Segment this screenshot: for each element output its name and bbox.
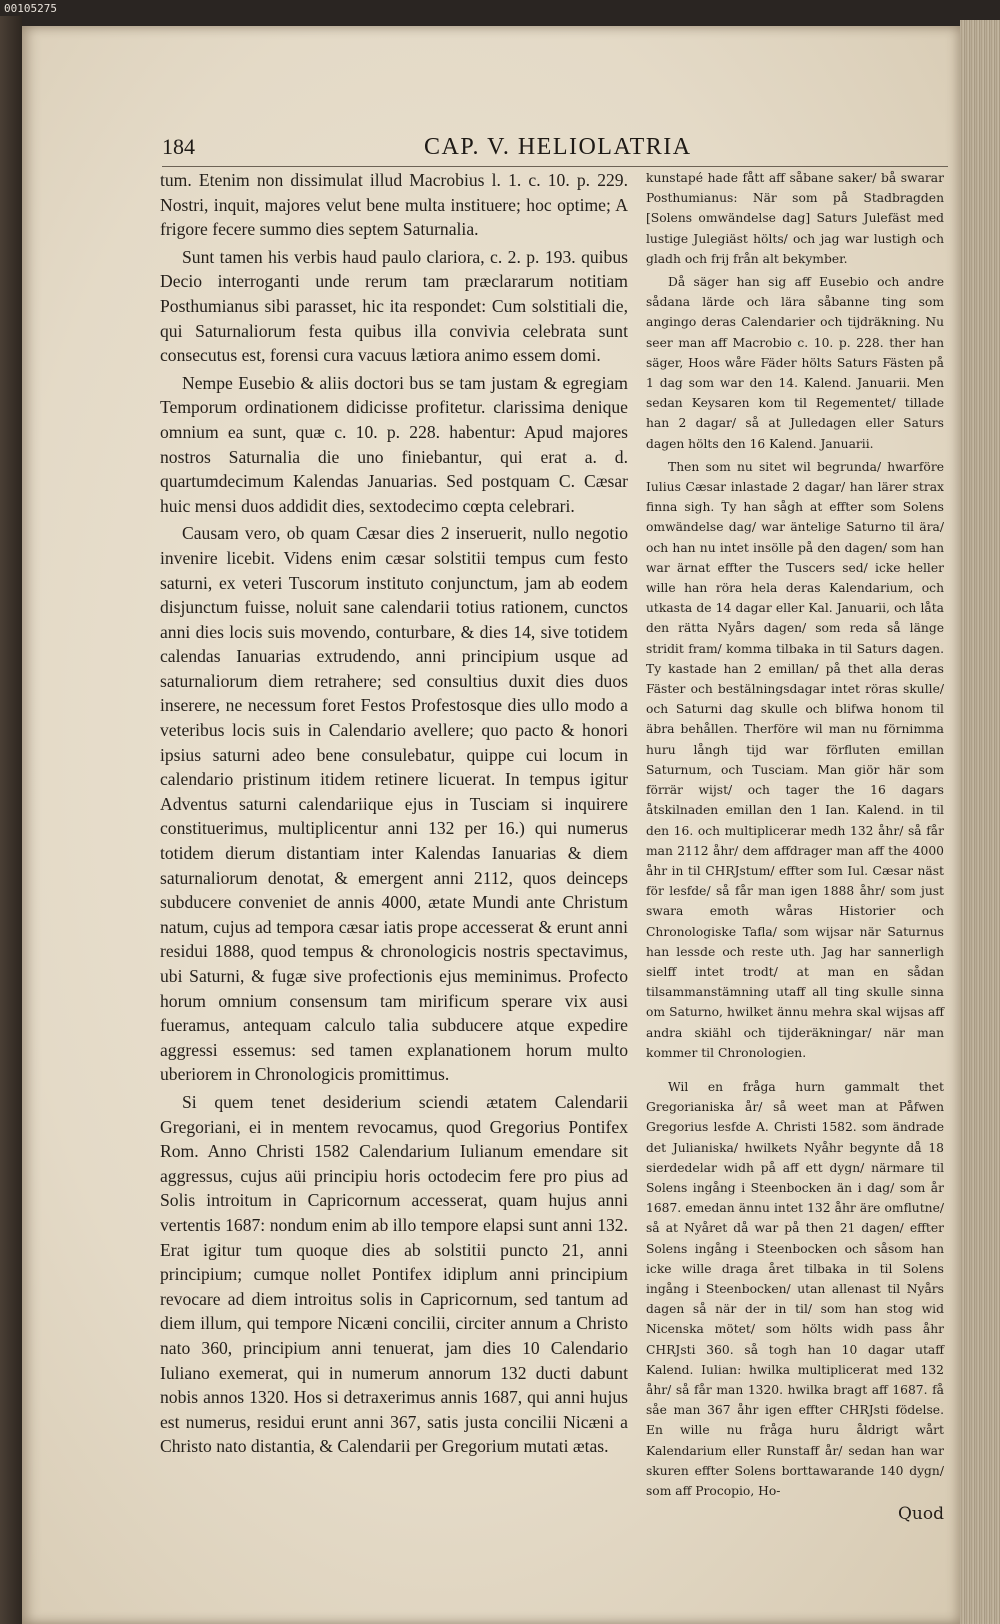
swedish-paragraph-3: Then som nu sitet wil begrunda/ hwarföre Iulius Cæsar inlastade 2 dagar/ han lärer strax finna sigh. Ty han sågh at effter som Solens omwändelse dag/ war äntelige Saturno til ära/ och han nu intet insölle på den dagen/ som han war ärnat effter the Tuscers sed/ icke heller wille han röra hela deras Kalendarium, och utkasta de 14 dagar eller Kal. Januarii, och låta den rätta Nyårs dagen/ som reda så länge stridit fram/ komma tilbaka in til Saturs dagen. Ty kastade han 2 emillan/ på thet alla deras Fäster och bestälningsdagar intet röras skulle/ och Saturni dag skulle och blifwa honom til äbra behållen. Therföre wil man nu förnimma huru långh tijd war förfluten emillan Saturnum, och Tusciam. Man giör här som förrär wijst/ och tager the 16 dagars åtskilnaden emillan den 1 Ian. Kalend. in til den 16. och multiplicerar medh 132 åhr/ så får man 2112 åhr/ dem affdrager man aff the 4000 åhr in til CHRJstum/ effter som Iul. Cæsar näst för lesfde/ så får man igen 1888 åhr/ som just swara emoth wåras Historier och Chronologiske Tafla/ som wijsar när Saturnus han lessde och reste uth. Jag har sannerligh sielff intet trodt/ at man en sådan tilsammanstämning utaff all ting skulle sinna om Saturno, hwilket ännu mehra skal wijsas aff andra skiähl och tijderäkningar/ när man kommer til Chronologien. — [646, 459, 944, 1060]
latin-column — [160, 168, 628, 1458]
header-rule — [162, 166, 948, 167]
book-spine — [0, 16, 22, 1624]
page-number: 184 — [162, 134, 195, 159]
running-head: CAP. V. HELIOLATRIA — [424, 134, 692, 160]
swedish-paragraph-2: Då säger han sig aff Eusebio och andre sådana lärde och lära såbanne ting som angingo deras Calendarier och tijdräkning. Nu seer man aff Macrobio c. 10. p. 228. ther han säger, Hoos wåre Fäder hölts Saturs Fästen på 1 dag som war den 14. Kalend. Januarii. Men sedan Keysaren kom til Regementet/ tillade han 2 dagar/ så at Julledagen eller Saturs dagen hölts den 16 Kalend. Januarii. — [646, 275, 944, 451]
latin-paragraph-4: Causam vero, ob quam Cæsar dies 2 inseruerit, nullo negotio invenire licebit. Videns enim cæsar solstitii tempus cum festo saturni, ex veteri Tuscorum instituto conjunctum, jam ab eodem disjunctum fuisse, noluit sane calendarii totius rationem, cunctos anni dies locis suis movendo, conturbare, & dies 14, sive totidem calendas Ianuarias extrudendo, anni principium usque ad saturnaliorum diem retrahere; sed consultius duxit dies duos inserere, ne necessum foret Festos Profestosque dies ullo modo a veteribus locis suis in Calendario avellere; quo pacto & honori ipsius saturni adeo bene consulebatur, quippe cui locum in calendario pristinum itidem retinere licuerat. In tempus igitur Adventus saturni calendariique ejus in Tusciam si inquirere constituerimus, multiplicentur anni 132 per 16.) qui numerus totidem dierum distantiam inter Kalendas Ianuarias & diem saturnaliorum denotat, & emergent anni 2112, quos deinceps subducere conveniet de annis 4000, ætate Mundi ante Christum natum, cujus ad tempora cæsar iatis prope accesserat & erunt anni residui 1888, quod tempus & chronologicis nostris spectavimus, ubi Saturni, & fugæ sive profectionis ejus meminimus. Profecto horum omnium consensum tam mirificum sperare vix ausi fueramus, antequam calculo talia subducere atque expedire aggressi essemus: sed tamen explanationem horum multo uberiorem in Chronologicis promittimus. — [160, 523, 628, 1085]
latin-paragraph-5: Si quem tenet desiderium sciendi ætatem Calendarii Gregoriani, ei in mentem revocamus, quod Gregorius Pontifex Rom. Anno Christi 1582 Calendarium Iulianum emendare sit aggressus, cujus aüi principiu horis octodecim fere pro pius ad Solis introitum in Capricornum accesserat, quam hujus anni vertentis 1687: nondum enim ab illo tempore elapsi sunt anni 132. Erat igitur tum quoque dies ab solstitii puncto 21, anni principium; cumque nollet Pontifex idiplum anni principium revocare ad diem introitus solis in Capricornum, sed tantum ad diem illum, qui tempore Nicæni concilii, circiter annum a Christo nato 360, principium anni tenuerat, jam dies 10 Calendario Iuliano exemerat, qui in numerum annorum 132 ducti dabunt nobis annos 1320. Hos si detraxerimus annis 1687, qui anni hujus est numerus, residui erunt anni 367, satis justa concilii Nicæni a Christo nato distantia, & Calendarii per Gregorium mutati ætas. — [160, 1091, 628, 1457]
swedish-column — [646, 168, 944, 1525]
page-edges — [960, 20, 1000, 1624]
swedish-paragraph-4: Wil en fråga hurn gammalt thet Gregorianiska år/ så weet man at Påfwen Gregorius lesfde A. Christi 1582. som ändrade det Julianiska/ hwilkets Nyåhr begynte då 18 sierdedelar widh på aff ett dygn/ närmare til Solens ingång i Steenbocken än i dag/ som år 1687. emedan ännu intet 132 åhr äre omflutne/ så at Nyåret då war på then 21 dagen/ effter Solens ingång i Steenbocken och såsom han icke wille draga året tilbaka in til Solens ingång i Steenbocken/ utan allenast til Nyårs dagen så när der in til/ som han stog wid Nicenska mötet/ som hölts widh pass åhr CHRJsti 360. så togh han 10 dagar utaff Kalend. Iulian: hwilka multiplicerat med 132 åhr/ så får man 1320. hwilka bragt aff 1687. få såe man 367 åhr igen effter CHRJsti födelse. En wille nu fråga huru åldrigt wårt Kalendarium eller Runstaff år/ sedan han war skuren effter Solens borttawarande 140 dygn/ som aff Procopio, Ho- — [646, 1079, 944, 1498]
swedish-paragraph-1: kunstapé hade fått aff såbane saker/ bå swarar Posthumianus: När som på Stadbragden [Solens omwändelse dag] Saturs Julefäst med lustige Julegiäst hölts/ och jag war lustigh och gladh och frij från alt bekymber. — [646, 171, 944, 266]
latin-paragraph-1: tum. Etenim non dissimulat illud Macrobius l. 1. c. 10. p. 229. Nostri, inquit, majores velut bene multa instituere; hoc optime; A frigore fecere summo dies septem Saturnalia. — [160, 170, 628, 240]
scan-id-label: 00105275 — [4, 2, 57, 15]
latin-paragraph-2: Sunt tamen his verbis haud paulo clariora, c. 2. p. 193. quibus Decio interroganti unde rerum tam præclararum notitiam Posthumianus sibi parasset, hic ita respondet: Cum solstitiali die, qui Saturnaliorum festa quibus illa convivia celebrata sunt consecutus est, forensi cura vacuus lætiora animo essem domi. — [160, 246, 628, 366]
page-header — [162, 134, 942, 168]
catchword: Quod — [897, 1504, 944, 1525]
latin-paragraph-3: Nempe Eusebio & aliis doctori bus se tam justam & egregiam Temporum ordinationem didicisse profitetur. clarissima denique omnium ea sunt, quæ c. 10. p. 228. habentur: Apud majores nostros Saturnalia die uno finiebantur, qui erat a. d. quartumdecimum Kalendas Januarias. Sed postquam C. Cæsar huic mensi duos addidit dies, sextodecimo cœpta celebrari. — [160, 372, 628, 516]
